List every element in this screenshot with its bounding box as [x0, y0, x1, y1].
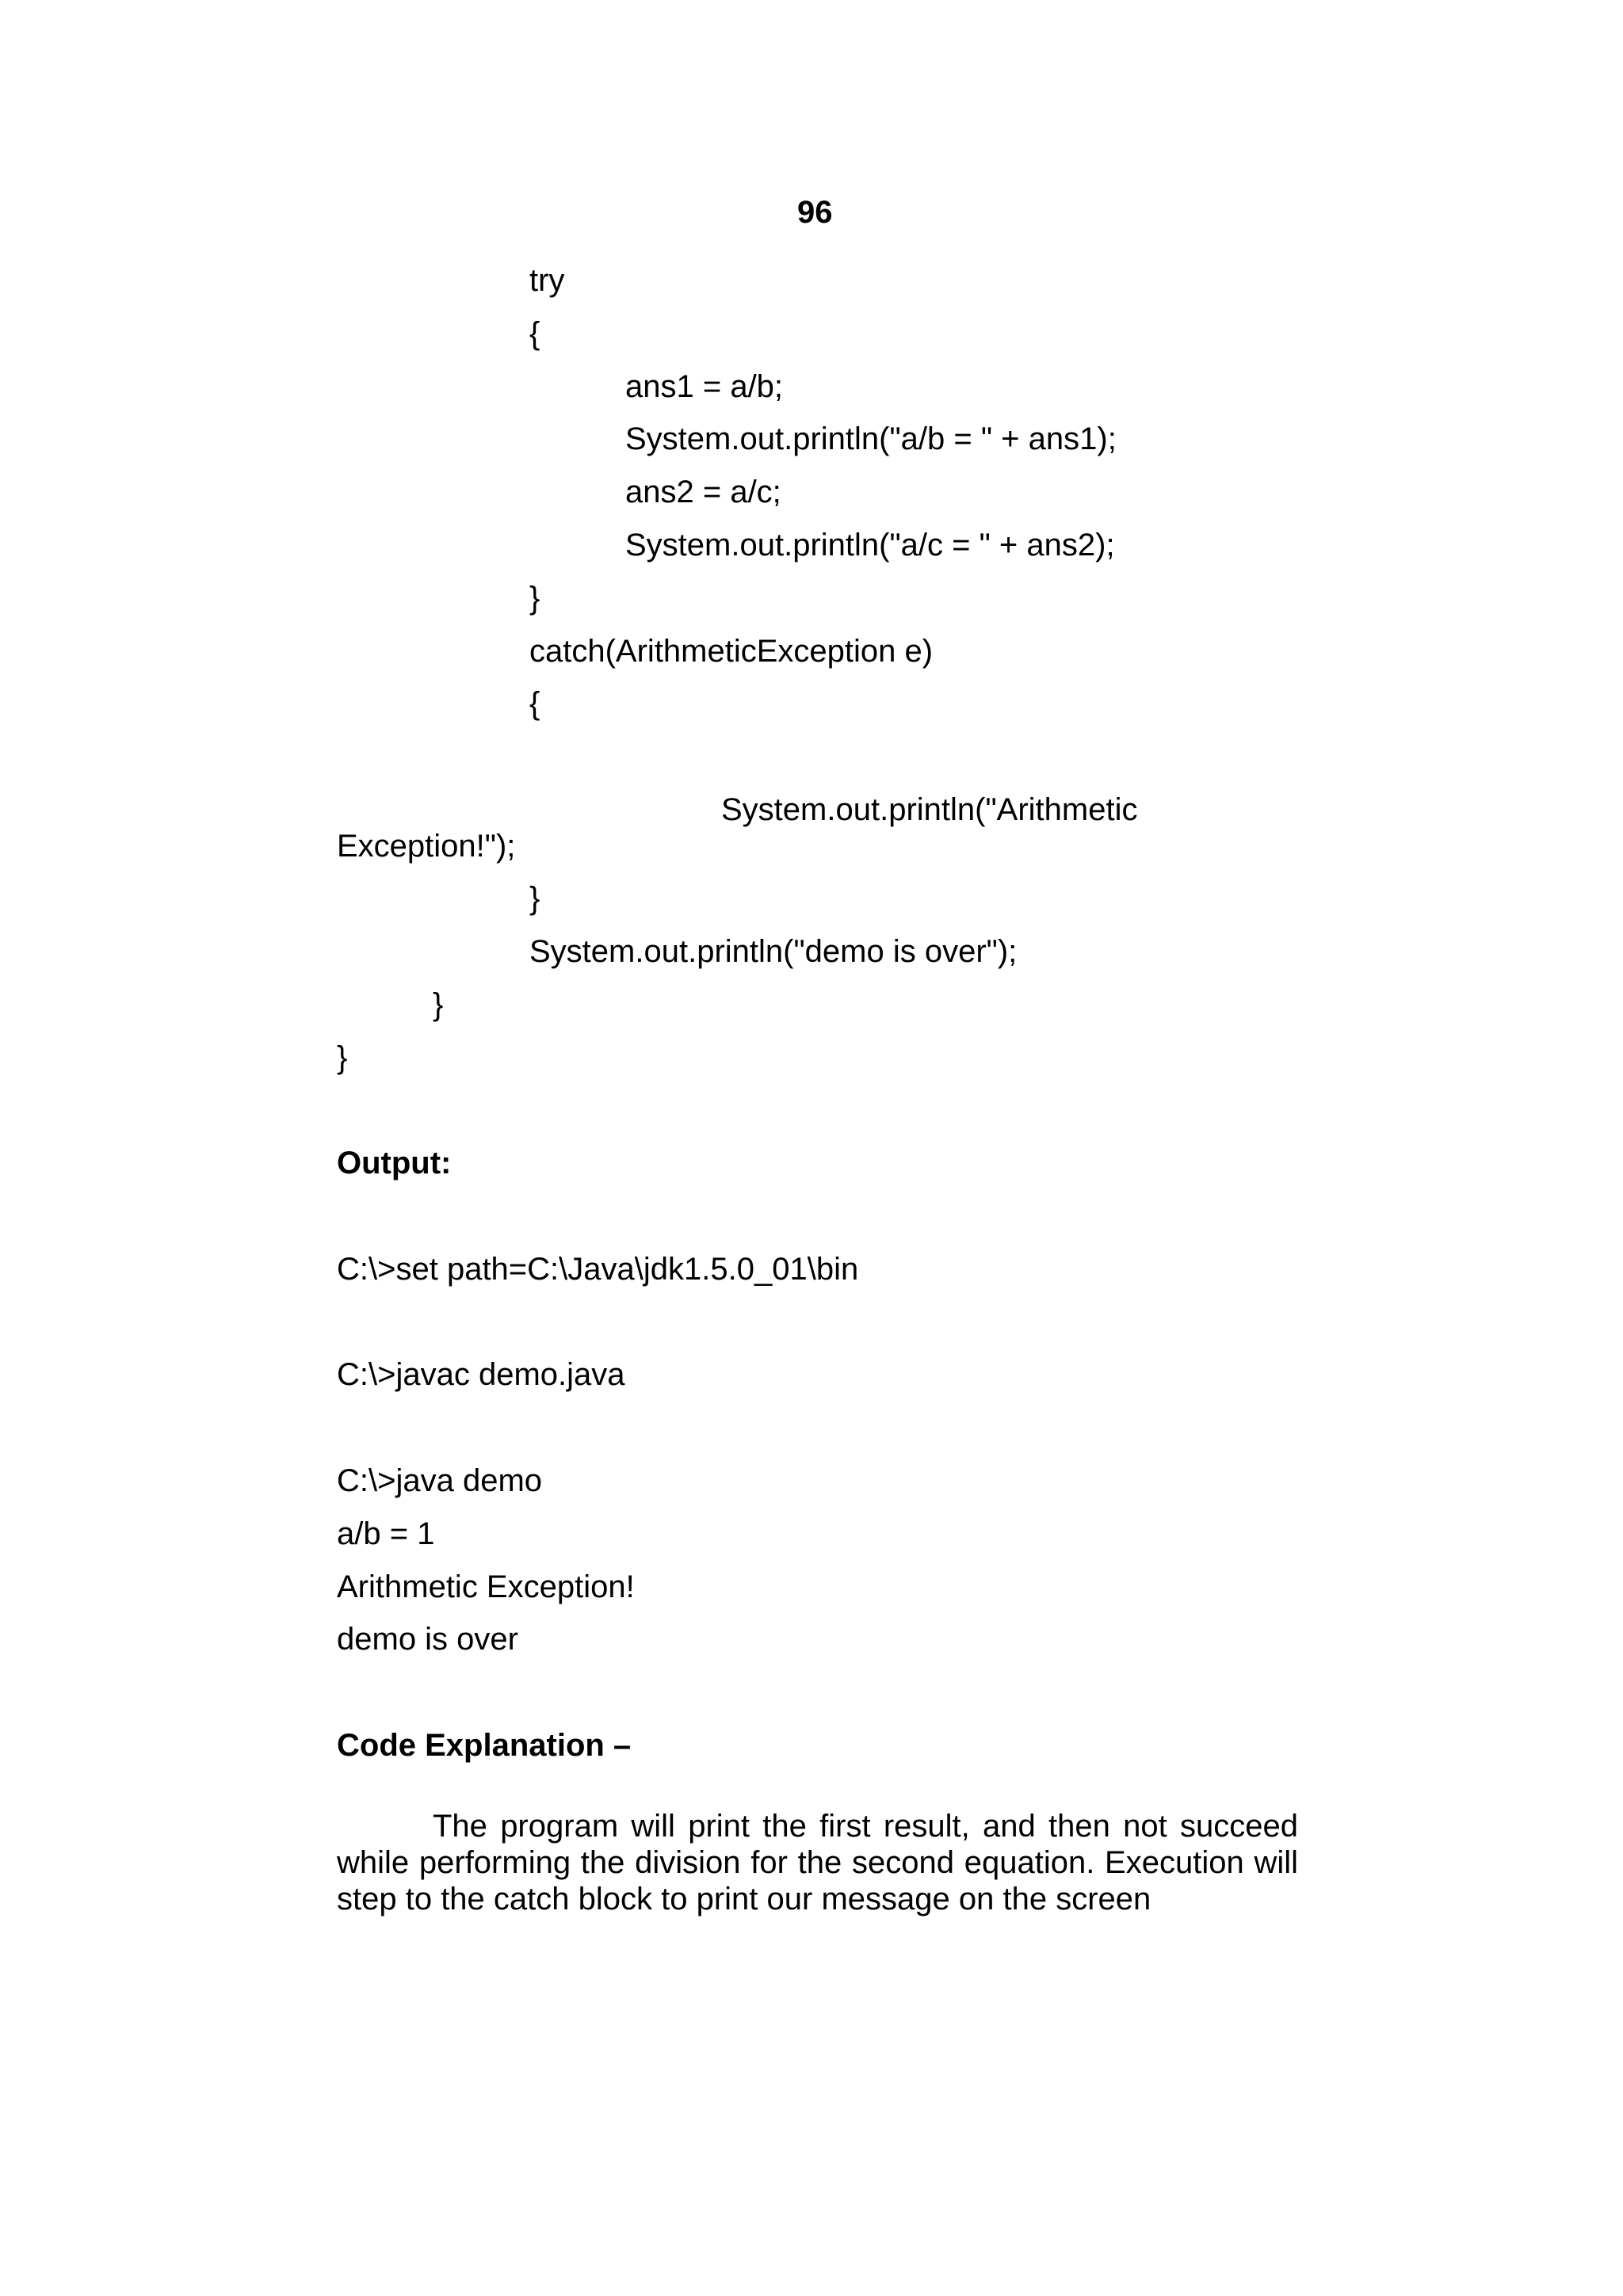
code-line: {: [529, 316, 540, 351]
code-line: }: [433, 987, 444, 1022]
output-line: C:\>javac demo.java: [337, 1357, 625, 1392]
code-line: ans1 = a/b;: [625, 369, 784, 404]
code-line: try: [529, 263, 565, 298]
code-line: System.out.println("Arithmetic: [721, 792, 1138, 827]
explanation-paragraph: [337, 1808, 1298, 1917]
paragraph-line: step to the catch block to print our message on the screen: [337, 1882, 1151, 1917]
code-line: System.out.println("demo is over");: [529, 934, 1018, 969]
code-line: }: [337, 1040, 348, 1075]
code-line: catch(ArithmeticException e): [529, 634, 934, 669]
page-number: 96: [797, 195, 833, 230]
paragraph-line: The program will print the first result, and then not succeed: [433, 1809, 1298, 1844]
code-line: }: [529, 581, 540, 616]
code-line: {: [529, 686, 540, 721]
code-line: System.out.println("a/c = " + ans2);: [625, 528, 1115, 563]
code-line: Exception!");: [337, 829, 516, 864]
output-line: C:\>java demo: [337, 1463, 543, 1498]
output-heading: Output:: [337, 1146, 452, 1180]
output-line: a/b = 1: [337, 1516, 435, 1551]
code-line: ans2 = a/c;: [625, 475, 781, 509]
output-line: C:\>set path=C:\Java\jdk1.5.0_01\bin: [337, 1252, 859, 1287]
output-line: Arithmetic Exception!: [337, 1569, 635, 1604]
explanation-heading: Code Explanation –: [337, 1728, 632, 1763]
code-line: System.out.println("a/b = " + ans1);: [625, 421, 1117, 456]
code-line: }: [529, 881, 540, 916]
paragraph-line: while performing the division for the second equation. Execution will: [337, 1845, 1298, 1880]
output-line: demo is over: [337, 1622, 518, 1657]
